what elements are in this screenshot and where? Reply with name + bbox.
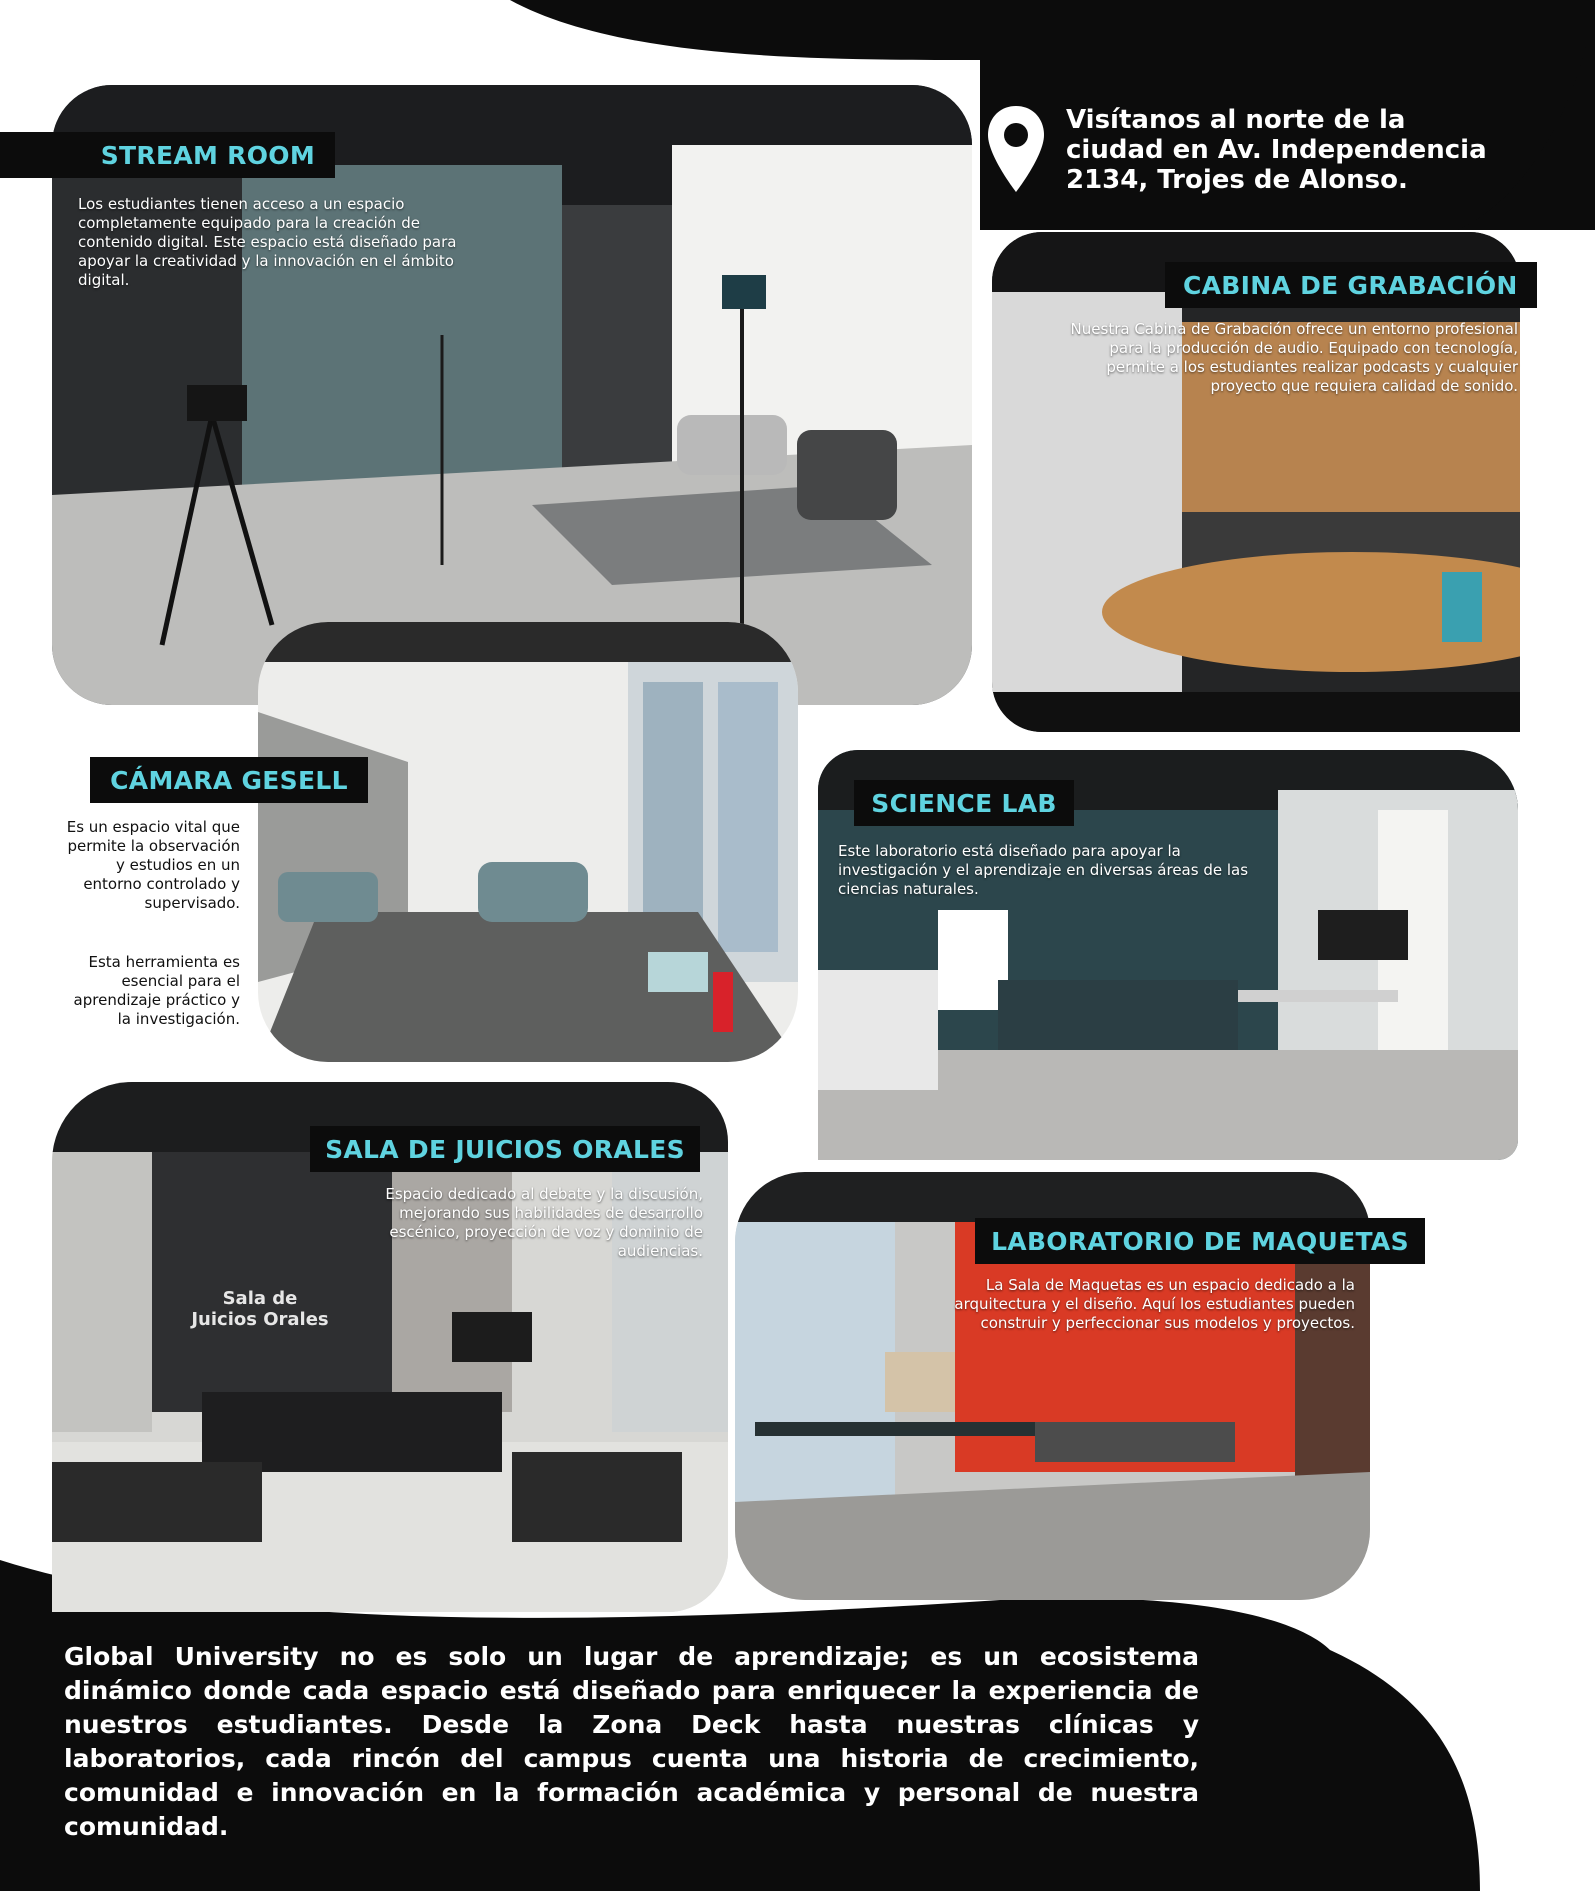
science-lab-description: Este laboratorio está diseñado para apoyar la investigación y el aprendizaje en diversas áreas de las ciencias naturales. [838,842,1249,898]
maquetas-label [975,1218,1425,1264]
gesell-label [90,757,368,803]
science-lab-title: SCIENCE LAB [871,788,1057,818]
gesell-description-2: Esta herramienta es esencial para el aprendizaje práctico y la investigación. [73,953,240,1028]
gesell-title: CÁMARA GESELL [110,765,348,795]
juicios-title: SALA DE JUICIOS ORALES [325,1134,685,1164]
juicios-wall-sign-line-1: Sala de [222,1288,298,1309]
stream-room-label [0,132,335,178]
juicios-label [310,1126,700,1172]
location-pin-icon [985,104,1047,194]
cabina-description: Nuestra Cabina de Grabación ofrece un entorno profesional para la producción de audio. Equipado con tecnología, permite a los estudiantes realizar podcasts y cualquier proyecto que requiera calidad de sonido. [1070,320,1518,395]
closing-text: Global University no es solo un lugar de aprendizaje; es un ecosistema dinámico donde cada espacio está diseñado para enriquecer la experiencia de nuestros estudiantes. Desde la Zona Deck hasta nuestras clínicas y laboratorios, cada rincón del campus cuenta una historia de crecimiento, comunidad e innovación en la formación académica y personal de nuestra comunidad. [64,1642,1199,1841]
juicios-wall-sign-line-2: Juicios Orales [191,1309,329,1330]
stream-room-title: STREAM ROOM [100,140,315,170]
maquetas-description: La Sala de Maquetas es un espacio dedicado a la arquitectura y el diseño. Aquí los estudiantes pueden construir y perfeccionar sus modelos y proyectos. [954,1276,1355,1332]
stream-room-photo [52,85,972,705]
cabina-label [1165,262,1537,308]
juicios-description: Espacio dedicado al debate y la discusión, mejorando sus habilidades de desarrollo escénico, proyección de voz y dominio de audiencias. [385,1185,703,1260]
gesell-description-1: Es un espacio vital que permite la observación y estudios en un entorno controlado y supervisado. [66,818,240,912]
location-text: Visítanos al norte de la ciudad en Av. Independencia 2134, Trojes de Alonso. [1066,105,1487,195]
science-lab-label [854,780,1074,826]
closing-paragraph [64,1640,1199,1844]
juicios-wall-sign [180,1288,340,1330]
maquetas-title: LABORATORIO DE MAQUETAS [991,1226,1409,1256]
cabina-title: CABINA DE GRABACIÓN [1183,270,1518,300]
gesell-photo [258,622,798,1062]
stream-room-description: Los estudiantes tienen acceso a un espacio completamente equipado para la creación de contenido digital. Este espacio está diseñado para apoyar la creatividad y la innovación en el ámbito digital. [78,195,457,289]
